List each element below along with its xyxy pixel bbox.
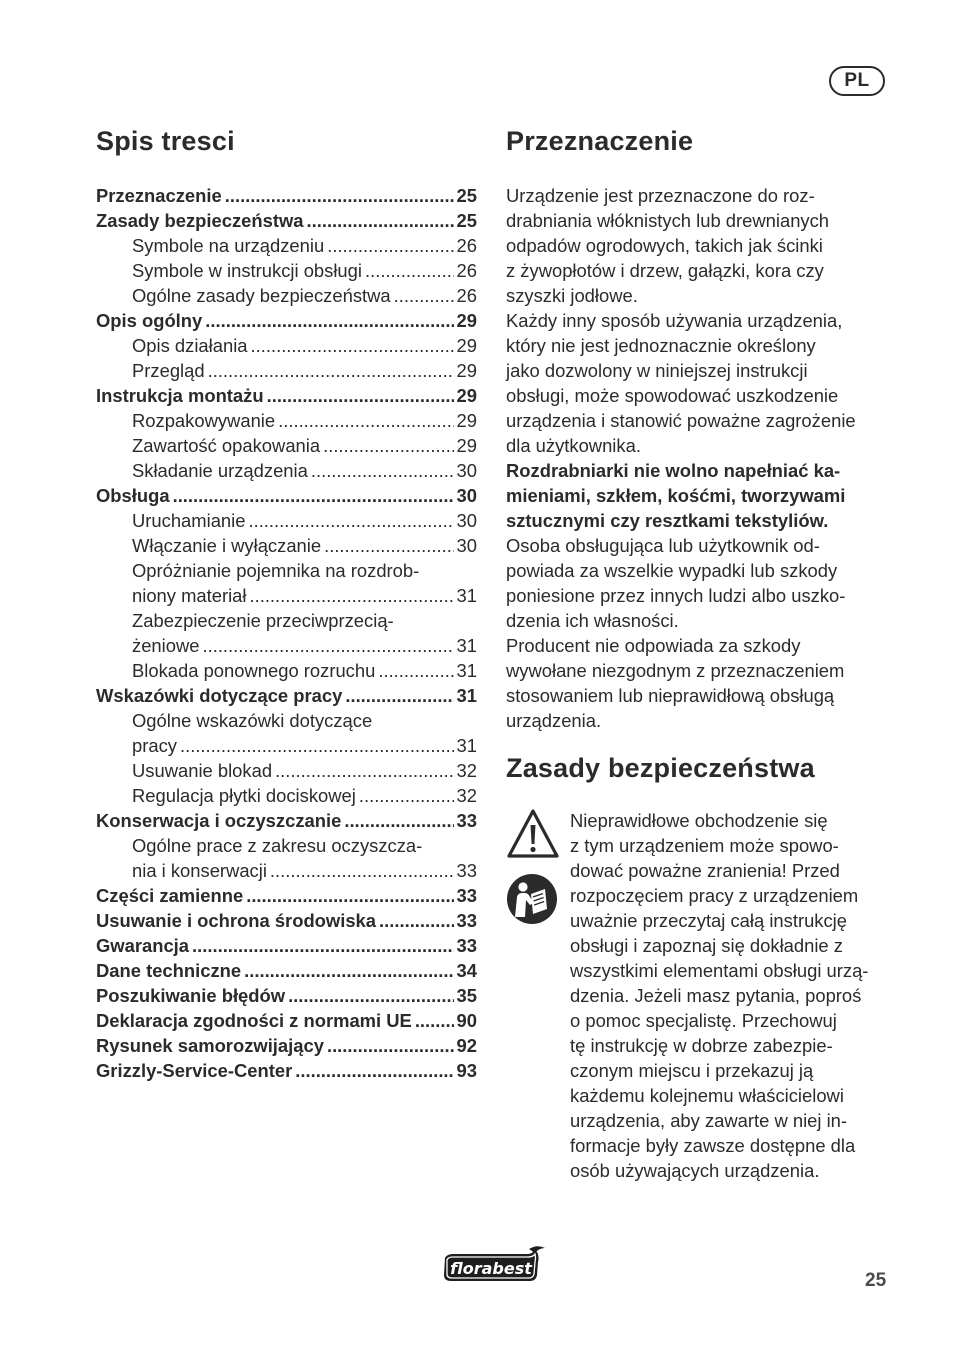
toc-leader-dots <box>249 583 453 608</box>
toc-leader-dots <box>327 1033 454 1058</box>
toc-page-number: 29 <box>456 435 477 456</box>
safety-icons <box>506 808 560 930</box>
toc-label: Uruchamianie <box>132 510 246 531</box>
toc-page-number: 33 <box>456 810 477 831</box>
toc-leader-dots <box>251 333 454 358</box>
text-line: obsługi i zapoznaj się dokładnie z <box>570 935 843 956</box>
warning-triangle-icon <box>506 808 560 860</box>
toc-label: Zawartość opakowania <box>132 435 321 456</box>
toc-label: Usuwanie blokad <box>132 760 273 781</box>
toc-row <box>96 408 477 433</box>
text-line: który nie jest jednoznacznie określony <box>506 335 816 356</box>
toc-page-number: 90 <box>456 1010 477 1031</box>
toc-label: Włączanie i wyłączanie <box>132 535 322 556</box>
toc-label: Deklaracja zgodności z normami UE <box>96 1010 412 1031</box>
purpose-paragraph-1 <box>506 183 896 308</box>
toc-row <box>96 308 477 333</box>
toc-label: Ogólne wskazówki dotyczące <box>132 710 373 731</box>
toc-leader-dots <box>270 858 454 883</box>
toc-row <box>96 483 477 508</box>
toc-leader-dots <box>324 533 453 558</box>
toc-label: Wskazówki dotyczące pracy <box>96 685 343 706</box>
toc-label: Przeznaczenie <box>96 185 222 206</box>
text-line: sztucznymi czy resztkami tekstyliów. <box>506 510 829 531</box>
toc-page-number: 30 <box>456 460 477 481</box>
toc-page-number: 30 <box>456 485 477 506</box>
language-badge: PL <box>829 66 885 96</box>
toc-page-number: 26 <box>456 285 477 306</box>
toc-leader-dots <box>394 283 454 308</box>
toc-row <box>96 658 477 683</box>
toc-leader-dots <box>246 883 453 908</box>
text-line: Każdy inny sposób używania urządzenia, <box>506 310 843 331</box>
toc-page-number: 92 <box>456 1035 477 1056</box>
text-line: czonym miejscu i przekazuj ją <box>570 1060 814 1081</box>
toc-leader-dots <box>344 808 453 833</box>
text-line: drabniania włóknistych lub drewnianych <box>506 210 830 231</box>
text-line: osób używających urządzenia. <box>570 1160 820 1181</box>
toc-page-number: 29 <box>456 360 477 381</box>
toc-leader-dots <box>359 783 454 808</box>
text-line: szyszki jodłowe. <box>506 285 638 306</box>
toc-page-number: 32 <box>456 760 477 781</box>
toc-page-number: 31 <box>456 585 477 606</box>
toc-label: pracy <box>132 735 177 756</box>
safety-title: Zasady bezpieczeństwa <box>506 753 815 783</box>
toc-leader-dots <box>244 958 453 983</box>
toc-label: Regulacja płytki dociskowej <box>132 785 356 806</box>
text-line: poniesione przez innych ludzi albo uszko- <box>506 585 846 606</box>
toc-page-number: 33 <box>456 885 477 906</box>
toc-page-number: 31 <box>456 685 477 706</box>
text-line: odpadów ogrodowych, takich jak ścinki <box>506 235 823 256</box>
toc-leader-dots <box>192 933 454 958</box>
toc-row <box>96 908 477 933</box>
toc-leader-dots <box>173 483 454 508</box>
toc-row <box>96 583 477 608</box>
toc-row <box>96 733 477 758</box>
toc-page-number: 26 <box>456 235 477 256</box>
toc-leader-dots <box>307 208 454 233</box>
toc-label: Przegląd <box>132 360 205 381</box>
toc-leader-dots <box>311 458 454 483</box>
toc-row <box>96 258 477 283</box>
toc-page-number: 93 <box>456 1060 477 1081</box>
text-line: Nieprawidłowe obchodzenie się <box>570 810 828 831</box>
toc-page-number: 33 <box>456 910 477 931</box>
toc-label: Ogólne prace z zakresu oczyszcza- <box>132 835 423 856</box>
toc-row <box>96 208 477 233</box>
toc-page-number: 31 <box>456 660 477 681</box>
toc-row <box>96 533 477 558</box>
toc-label: Blokada ponownego rozruchu <box>132 660 376 681</box>
toc-label: niony materiał <box>132 585 247 606</box>
toc-row <box>96 508 477 533</box>
toc-page-number: 31 <box>456 735 477 756</box>
toc-leader-dots <box>327 233 453 258</box>
toc-page-number: 29 <box>456 310 477 331</box>
toc-label: Instrukcja montażu <box>96 385 264 406</box>
toc-row <box>96 433 477 458</box>
text-line: każdemu kolejnemu właścicielowi <box>570 1085 844 1106</box>
purpose-paragraph-5 <box>506 633 896 733</box>
toc-label: Konserwacja i oczyszczanie <box>96 810 342 831</box>
toc-row <box>96 783 477 808</box>
toc-leader-dots <box>278 408 453 433</box>
florabest-logo <box>441 1245 549 1292</box>
text-line: tę instrukcję w dobrze zabezpie- <box>570 1035 833 1056</box>
toc-page-number: 30 <box>456 535 477 556</box>
text-line: Urządzenie jest przeznaczone do roz- <box>506 185 815 206</box>
text-line: urządzenia i stanowić poważne zagrożenie <box>506 410 856 431</box>
text-line: Producent nie odpowiada za szkody <box>506 635 801 656</box>
text-line: dzenia. Jeżeli masz pytania, poproś <box>570 985 862 1006</box>
text-line: dla użytkownika. <box>506 435 641 456</box>
text-line: obsługi, może spowodować uszkodzenie <box>506 385 839 406</box>
toc-row <box>96 1008 477 1033</box>
toc-leader-dots <box>248 508 453 533</box>
text-line: urządzenia. <box>506 710 602 731</box>
toc-row <box>96 833 477 858</box>
text-line: formacje były zawsze dostępne dla <box>570 1135 856 1156</box>
toc-label: Symbole w instrukcji obsługi <box>132 260 362 281</box>
purpose-paragraph-2 <box>506 308 896 458</box>
toc-leader-dots <box>323 433 453 458</box>
toc-row <box>96 708 477 733</box>
toc-page-number: 29 <box>456 385 477 406</box>
toc-label: Zasady bezpieczeństwa <box>96 210 304 231</box>
toc-row <box>96 633 477 658</box>
toc-label: żeniowe <box>132 635 200 656</box>
toc-page-number: 29 <box>456 410 477 431</box>
toc-leader-dots <box>267 383 454 408</box>
toc-label: Grizzly-Service-Center <box>96 1060 293 1081</box>
toc-row <box>96 458 477 483</box>
text-line: jako dozwolony w niniejszej instrukcji <box>506 360 808 381</box>
toc-row <box>96 608 477 633</box>
toc-row <box>96 858 477 883</box>
toc-page-number: 33 <box>456 935 477 956</box>
toc-label: Opis działania <box>132 335 248 356</box>
toc-label: Rysunek samorozwijający <box>96 1035 324 1056</box>
toc-leader-dots <box>415 1008 454 1033</box>
text-line: o pomoc specjalistę. Przechowuj <box>570 1010 837 1031</box>
toc-leader-dots <box>288 983 453 1008</box>
toc-label: Usuwanie i ochrona środowiska <box>96 910 377 931</box>
toc-row <box>96 883 477 908</box>
toc-label: Opis ogólny <box>96 310 203 331</box>
toc-page-number: 29 <box>456 335 477 356</box>
text-line: Osoba obsługująca lub użytkownik od- <box>506 535 820 556</box>
toc-row <box>96 383 477 408</box>
text-line: rozpoczęciem pracy z urządzeniem <box>570 885 859 906</box>
text-line: z żywopłotów i drzew, gałązki, kora czy <box>506 260 824 281</box>
toc-row <box>96 283 477 308</box>
purpose-warning-paragraph <box>506 458 896 533</box>
toc-row <box>96 758 477 783</box>
toc-label: Obsługa <box>96 485 170 506</box>
toc-leader-dots <box>205 308 453 333</box>
toc-row <box>96 558 477 583</box>
toc-leader-dots <box>208 358 454 383</box>
toc-page-number: 34 <box>456 960 477 981</box>
toc-leader-dots <box>379 908 454 933</box>
text-line: uważnie przeczytaj całą instrukcję <box>570 910 847 931</box>
toc-leader-dots <box>225 183 454 208</box>
toc-page-number: 25 <box>456 210 477 231</box>
safety-warning-text <box>570 808 900 1183</box>
toc-row <box>96 683 477 708</box>
toc-leader-dots <box>378 658 453 683</box>
toc-row <box>96 958 477 983</box>
purpose-paragraph-4 <box>506 533 896 633</box>
toc-row <box>96 983 477 1008</box>
toc-label: Gwarancja <box>96 935 190 956</box>
toc-label: Poszukiwanie błędów <box>96 985 286 1006</box>
text-line: stosowaniem lub nieprawidłową obsługą <box>506 685 835 706</box>
text-line: powiada za wszelkie wypadki lub szkody <box>506 560 838 581</box>
toc-label: Ogólne zasady bezpieczeństwa <box>132 285 391 306</box>
toc-label: Symbole na urządzeniu <box>132 235 325 256</box>
toc-leader-dots <box>202 633 453 658</box>
toc-row <box>96 333 477 358</box>
toc-leader-dots <box>345 683 453 708</box>
toc-label: Dane techniczne <box>96 960 242 981</box>
toc-row <box>96 1033 477 1058</box>
text-line: dzenia ich własności. <box>506 610 679 631</box>
toc-row <box>96 808 477 833</box>
toc-row <box>96 1058 477 1083</box>
toc-page-number: 35 <box>456 985 477 1006</box>
toc-label: Rozpakowywanie <box>132 410 276 431</box>
toc-leader-dots <box>180 733 454 758</box>
purpose-title: Przeznaczenie <box>506 126 694 156</box>
toc-page-number: 26 <box>456 260 477 281</box>
table-of-contents <box>96 183 477 1083</box>
toc-row <box>96 933 477 958</box>
toc-label: Części zamienne <box>96 885 244 906</box>
toc-leader-dots <box>275 758 453 783</box>
toc-page-number: 25 <box>456 185 477 206</box>
toc-leader-dots <box>295 1058 453 1083</box>
text-line: wywołane niezgodnym z przeznaczeniem <box>506 660 845 681</box>
read-manual-icon <box>506 873 558 925</box>
toc-page-number: 31 <box>456 635 477 656</box>
toc-row <box>96 233 477 258</box>
toc-label: Zabezpieczenie przeciwprzecią- <box>132 610 394 631</box>
text-line: dować poważne zranienia! Przed <box>570 860 840 881</box>
toc-page-number: 30 <box>456 510 477 531</box>
toc-label: nia i konserwacji <box>132 860 267 881</box>
text-line: mieniami, szkłem, kośćmi, tworzywami <box>506 485 846 506</box>
toc-row <box>96 183 477 208</box>
purpose-section <box>506 183 896 733</box>
toc-row <box>96 358 477 383</box>
logo-wordmark: florabest <box>450 1259 532 1278</box>
toc-page-number: 32 <box>456 785 477 806</box>
text-line: urządzenia, aby zawarte w niej in- <box>570 1110 848 1131</box>
text-line: Rozdrabniarki nie wolno napełniać ka- <box>506 460 841 481</box>
toc-page-number: 33 <box>456 860 477 881</box>
toc-label: Opróżnianie pojemnika na rozdrob- <box>132 560 420 581</box>
text-line: z tym urządzeniem może spowo- <box>570 835 839 856</box>
toc-label: Składanie urządzenia <box>132 460 308 481</box>
text-line: wszystkimi elementami obsługi urzą- <box>570 960 869 981</box>
toc-leader-dots <box>365 258 454 283</box>
page-number: 25 <box>865 1270 887 1291</box>
toc-title: Spis tresci <box>96 126 235 156</box>
